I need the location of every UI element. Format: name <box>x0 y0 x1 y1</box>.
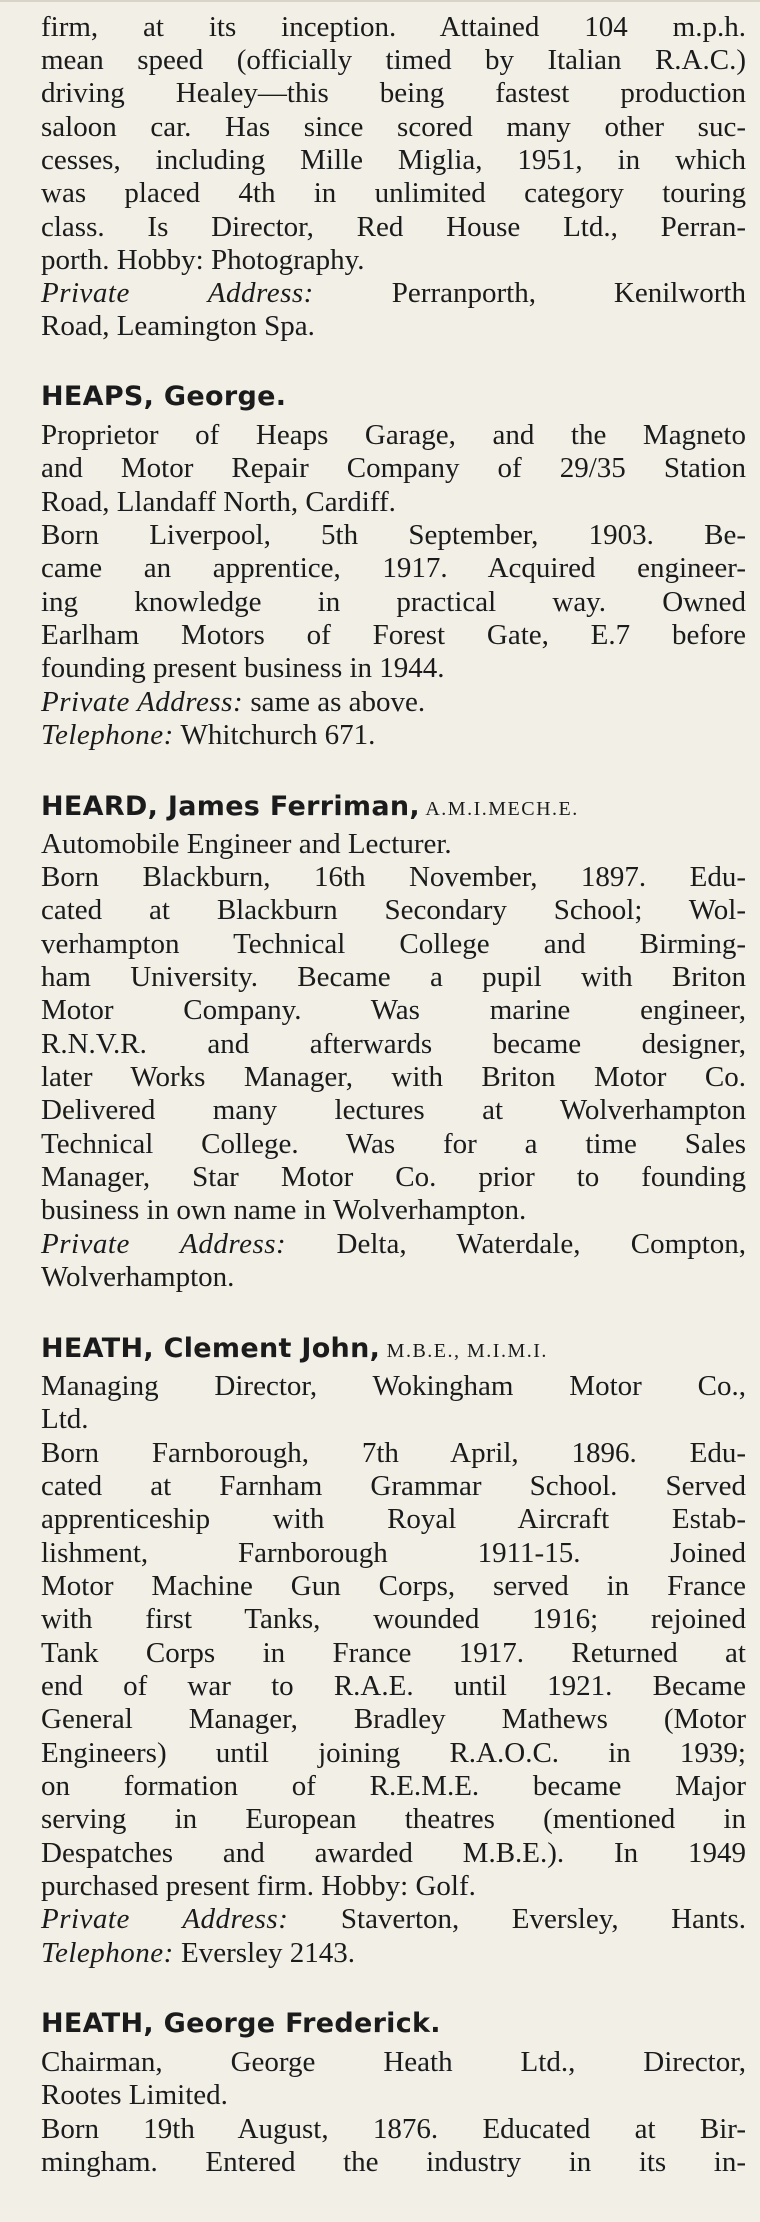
private-address-label: Private Address: <box>41 277 314 309</box>
body-line: ham University. Became a pupil with Briton <box>41 961 746 993</box>
body-line: Born Farnborough, 7th April, 1896. Edu- <box>41 1437 746 1469</box>
body-line: verhampton Technical College and Birming- <box>41 928 746 960</box>
body-line: Earlham Motors of Forest Gate, E.7 before <box>41 619 746 651</box>
entry-heading: HEAPS, George. <box>41 381 287 412</box>
private-address-label: Private Address: <box>41 1903 289 1935</box>
body-line: Motor Machine Gun Corps, served in France <box>41 1570 746 1602</box>
body-line: came an apprentice, 1917. Acquired engineer- <box>41 552 746 584</box>
body-line: firm, at its inception. Attained 104 m.p.h. <box>41 11 746 43</box>
address-line <box>41 685 746 719</box>
body-line: class. Is Director, Red House Ltd., Perran- <box>41 211 746 243</box>
telephone-line <box>41 718 746 752</box>
entry-heading: HEARD, James Ferriman, <box>41 791 420 822</box>
body-line: Born Liverpool, 5th September, 1903. Be- <box>41 519 746 551</box>
body-line: cesses, including Mille Miglia, 1951, in which <box>41 144 746 176</box>
telephone-line <box>41 1936 746 1970</box>
body-line: General Manager, Bradley Mathews (Motor <box>41 1703 746 1735</box>
body-line: purchased present firm. Hobby: Golf. <box>41 1870 476 1902</box>
body-line: end of war to R.A.E. until 1921. Became <box>41 1670 746 1702</box>
body-line: Chairman, George Heath Ltd., Director, <box>41 2046 746 2078</box>
address-text: Perranporth, Kenilworth <box>313 277 746 309</box>
body-line: and Motor Repair Company of 29/35 Station <box>41 452 746 484</box>
body-line: driving Healey—this being fastest production <box>41 77 746 109</box>
body-line: Road, Llandaff North, Cardiff. <box>41 486 396 518</box>
private-address-label: Private Address: <box>41 1228 287 1260</box>
telephone-text: Eversley 2143. <box>173 1937 356 1969</box>
telephone-text: Whitchurch 671. <box>173 719 376 751</box>
address-text: same as above. <box>243 686 426 718</box>
body-line: Born 19th August, 1876. Educated at Bir- <box>41 2113 746 2145</box>
qualifications: A.M.I.MECH.E. <box>419 798 579 820</box>
body-line: Ltd. <box>41 1403 89 1435</box>
body-line: Motor Company. Was marine engineer, <box>41 994 746 1026</box>
top-rule <box>0 0 760 2</box>
body-line: Automobile Engineer and Lecturer. <box>41 828 452 860</box>
address-line: Road, Leamington Spa. <box>41 310 315 342</box>
address-line <box>41 1902 746 1936</box>
address-line <box>41 1227 746 1261</box>
body-line: Technical College. Was for a time Sales <box>41 1128 746 1160</box>
address-line <box>41 276 746 310</box>
body-line: cated at Farnham Grammar School. Served <box>41 1470 746 1502</box>
body-line: Born Blackburn, 16th November, 1897. Edu- <box>41 861 746 893</box>
qualifications: M.B.E., M.I.M.I. <box>380 1340 548 1362</box>
body-line: Despatches and awarded M.B.E.). In 1949 <box>41 1837 746 1869</box>
body-line: Manager, Star Motor Co. prior to founding <box>41 1161 746 1193</box>
body-line: Tank Corps in France 1917. Returned at <box>41 1637 746 1669</box>
body-line: with first Tanks, wounded 1916; rejoined <box>41 1603 746 1635</box>
address-text: Delta, Waterdale, Compton, <box>286 1228 747 1260</box>
body-line: cated at Blackburn Secondary School; Wol- <box>41 894 746 926</box>
body-line: on formation of R.E.M.E. became Major <box>41 1770 746 1802</box>
body-line: was placed 4th in unlimited category touring <box>41 177 746 209</box>
entry-heading-line <box>41 789 746 826</box>
telephone-label: Telephone: <box>41 719 174 751</box>
body-line: Delivered many lectures at Wolverhampton <box>41 1094 746 1126</box>
body-line: mingham. Entered the industry in its in- <box>41 2146 746 2178</box>
body-line: business in own name in Wolverhampton. <box>41 1194 527 1226</box>
address-text: Staverton, Eversley, Hants. <box>288 1903 747 1935</box>
body-line: saloon car. Has since scored many other suc- <box>41 111 746 143</box>
body-line: later Works Manager, with Briton Motor Co. <box>41 1061 746 1093</box>
body-line: R.N.V.R. and afterwards became designer, <box>41 1028 746 1060</box>
body-line: Managing Director, Wokingham Motor Co., <box>41 1370 746 1402</box>
entry-heading: HEATH, George Frederick. <box>41 2008 441 2039</box>
entry-heading: HEATH, Clement John, <box>41 1333 381 1364</box>
body-line: Rootes Limited. <box>41 2079 228 2111</box>
body-line: Engineers) until joining R.A.O.C. in 1939; <box>41 1737 746 1769</box>
entry-heading-line <box>41 1331 746 1368</box>
body-line: mean speed (officially timed by Italian R.A.C.) <box>41 44 746 76</box>
body-line: Proprietor of Heaps Garage, and the Magneto <box>41 419 746 451</box>
body-line: apprenticeship with Royal Aircraft Estab- <box>41 1503 746 1535</box>
body-line: ing knowledge in practical way. Owned <box>41 586 746 618</box>
telephone-label: Telephone: <box>41 1937 174 1969</box>
body-line: serving in European theatres (mentioned in <box>41 1803 746 1835</box>
body-line: founding present business in 1944. <box>41 652 445 684</box>
address-line: Wolverhampton. <box>41 1261 235 1293</box>
body-line: lishment, Farnborough 1911-15. Joined <box>41 1537 746 1569</box>
body-line: porth. Hobby: Photography. <box>41 244 365 276</box>
private-address-label: Private Address: <box>41 686 244 718</box>
